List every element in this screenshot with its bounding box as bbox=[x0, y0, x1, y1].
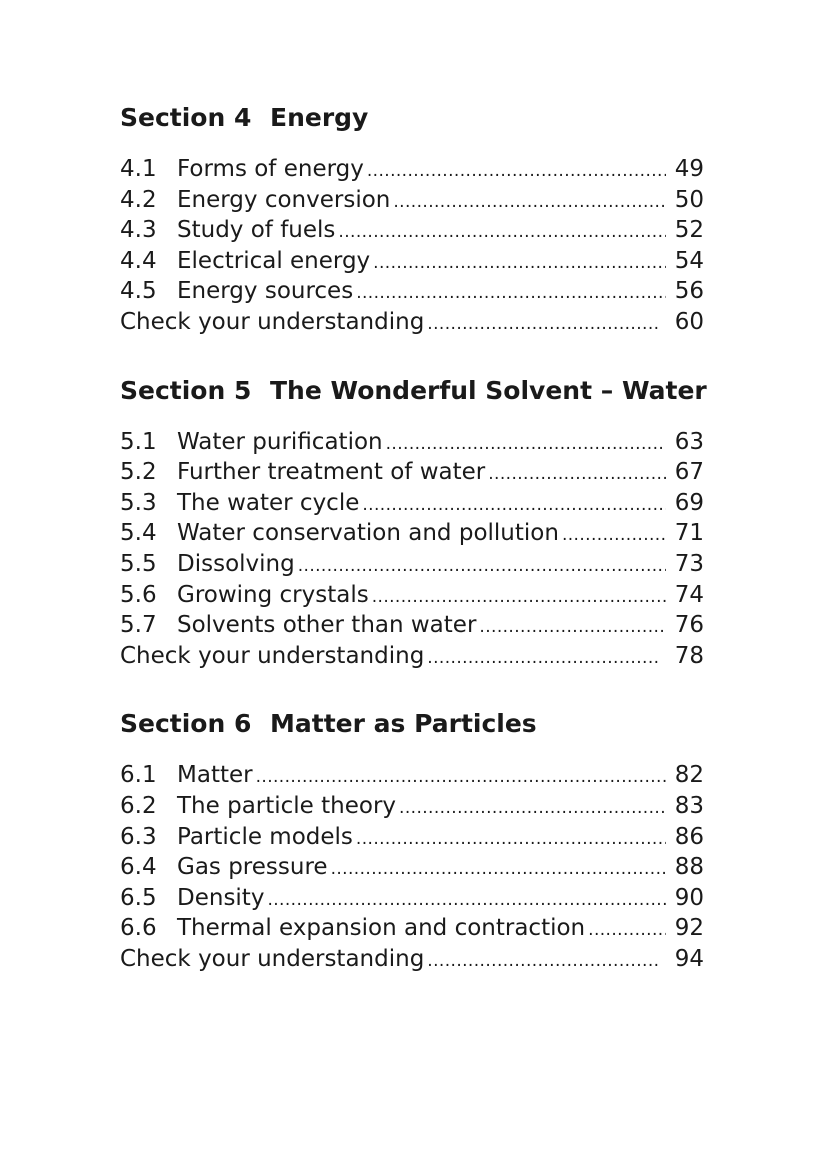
check-title: Check your understanding bbox=[120, 642, 425, 669]
section-heading bbox=[120, 373, 707, 409]
entry-title: Electrical energy bbox=[177, 247, 371, 274]
entry-number: 5.5 bbox=[120, 550, 157, 577]
entry-title: Thermal expansion and contraction bbox=[177, 915, 586, 942]
section-number: Section 5 bbox=[120, 375, 252, 405]
entry-page-number: 56 bbox=[674, 278, 704, 305]
entry-title: Solvents other than water bbox=[177, 612, 477, 639]
entry-number: 6.6 bbox=[120, 915, 157, 942]
check-page-number: 94 bbox=[674, 945, 704, 972]
section-title: Energy bbox=[270, 103, 369, 132]
toc-entry[interactable] bbox=[120, 822, 704, 853]
entry-page-number: 88 bbox=[674, 854, 704, 881]
entry-page-number: 74 bbox=[674, 581, 704, 608]
entry-page-number: 86 bbox=[674, 823, 704, 850]
section-title: Matter as Particles bbox=[270, 709, 537, 739]
dot-leader bbox=[298, 551, 666, 580]
entry-title: Dissolving bbox=[177, 550, 295, 577]
toc-entry[interactable] bbox=[120, 154, 704, 185]
section-number: Section 4 bbox=[120, 103, 252, 132]
entry-page-number: 92 bbox=[674, 915, 704, 942]
toc-entry[interactable] bbox=[120, 215, 704, 246]
dot-leader bbox=[362, 490, 666, 519]
check-title: Check your understanding bbox=[120, 308, 425, 335]
toc-check-entry[interactable] bbox=[120, 944, 704, 975]
toc-entry[interactable] bbox=[120, 883, 704, 914]
entry-title: Forms of energy bbox=[177, 156, 364, 182]
section-title: The Wonderful Solvent – Water bbox=[270, 375, 707, 405]
dot-leader bbox=[372, 582, 666, 611]
entry-title: Further treatment of water bbox=[177, 459, 486, 486]
toc-entry[interactable] bbox=[120, 457, 704, 488]
entry-title: The water cycle bbox=[177, 489, 360, 516]
entry-page-number: 82 bbox=[674, 762, 704, 789]
toc-check-entry[interactable] bbox=[120, 307, 704, 338]
dot-leader bbox=[562, 520, 666, 549]
entry-number: 4.3 bbox=[120, 217, 157, 244]
dot-leader bbox=[338, 217, 666, 246]
entry-title: Study of fuels bbox=[177, 217, 336, 244]
dot-leader bbox=[386, 429, 666, 458]
table-of-contents bbox=[120, 100, 707, 1009]
dot-leader bbox=[588, 915, 666, 944]
toc-entry[interactable] bbox=[120, 246, 704, 277]
dot-leader bbox=[399, 793, 666, 822]
section-5 bbox=[120, 373, 707, 672]
entry-number: 6.1 bbox=[120, 762, 157, 789]
dot-leader bbox=[356, 824, 666, 853]
entry-number: 4.4 bbox=[120, 247, 157, 274]
toc-entry[interactable] bbox=[120, 852, 704, 883]
entry-number: 6.3 bbox=[120, 823, 157, 850]
check-page-number: 78 bbox=[674, 642, 704, 669]
toc-entry[interactable] bbox=[120, 913, 704, 944]
entry-page-number: 83 bbox=[674, 792, 704, 819]
entry-page-number: 49 bbox=[674, 156, 704, 182]
entry-title: Water conservation and pollution bbox=[177, 520, 559, 547]
entry-page-number: 71 bbox=[674, 520, 704, 547]
section-number: Section 6 bbox=[120, 709, 252, 739]
dot-leader bbox=[256, 762, 666, 791]
entry-page-number: 69 bbox=[674, 489, 704, 516]
section-heading bbox=[120, 100, 704, 136]
check-page-number: 60 bbox=[674, 308, 704, 335]
section-4 bbox=[120, 100, 704, 338]
toc-entry[interactable] bbox=[120, 760, 704, 791]
entry-number: 6.2 bbox=[120, 792, 157, 819]
dot-leader bbox=[356, 278, 666, 307]
entry-number: 5.2 bbox=[120, 459, 157, 486]
entry-page-number: 73 bbox=[674, 550, 704, 577]
entry-number: 4.1 bbox=[120, 156, 157, 182]
entry-page-number: 63 bbox=[674, 428, 704, 455]
dot-leader bbox=[373, 248, 666, 277]
entry-number: 5.6 bbox=[120, 581, 157, 608]
dot-leader bbox=[479, 612, 666, 641]
toc-entry[interactable] bbox=[120, 427, 704, 458]
entry-title: Energy conversion bbox=[177, 186, 391, 213]
entry-number: 6.5 bbox=[120, 884, 157, 911]
dot-leader bbox=[267, 885, 666, 914]
entry-title: Particle models bbox=[177, 823, 353, 850]
dot-leader bbox=[427, 643, 658, 672]
entry-number: 4.2 bbox=[120, 186, 157, 213]
entry-title: The particle theory bbox=[177, 792, 397, 819]
toc-entry[interactable] bbox=[120, 518, 704, 549]
toc-entry[interactable] bbox=[120, 185, 704, 216]
entry-title: Growing crystals bbox=[177, 581, 369, 608]
entry-title: Energy sources bbox=[177, 278, 354, 305]
dot-leader bbox=[427, 309, 658, 338]
toc-entry[interactable] bbox=[120, 276, 704, 307]
entry-title: Density bbox=[177, 884, 265, 911]
dot-leader bbox=[488, 459, 666, 488]
dot-leader bbox=[331, 854, 666, 883]
entry-number: 5.1 bbox=[120, 428, 157, 455]
section-6 bbox=[120, 706, 704, 974]
entry-number: 5.7 bbox=[120, 612, 157, 639]
toc-entry[interactable] bbox=[120, 549, 704, 580]
entry-page-number: 54 bbox=[674, 247, 704, 274]
toc-entry[interactable] bbox=[120, 610, 704, 641]
entry-page-number: 50 bbox=[674, 186, 704, 213]
dot-leader bbox=[393, 187, 666, 216]
entry-number: 4.5 bbox=[120, 278, 157, 305]
entry-title: Matter bbox=[177, 762, 253, 789]
entry-number: 6.4 bbox=[120, 854, 157, 881]
entry-page-number: 67 bbox=[674, 459, 704, 486]
section-heading bbox=[120, 706, 704, 742]
entry-number: 5.3 bbox=[120, 489, 157, 516]
entry-page-number: 52 bbox=[674, 217, 704, 244]
entry-number: 5.4 bbox=[120, 520, 157, 547]
toc-entry[interactable] bbox=[120, 580, 704, 611]
dot-leader bbox=[367, 156, 666, 185]
toc-entry[interactable] bbox=[120, 488, 704, 519]
entry-page-number: 76 bbox=[674, 612, 704, 639]
entry-title: Gas pressure bbox=[177, 854, 328, 881]
entry-page-number: 90 bbox=[674, 884, 704, 911]
dot-leader bbox=[427, 946, 658, 975]
check-title: Check your understanding bbox=[120, 945, 425, 972]
toc-check-entry[interactable] bbox=[120, 641, 704, 672]
entry-title: Water purification bbox=[177, 428, 383, 455]
toc-entry[interactable] bbox=[120, 791, 704, 822]
